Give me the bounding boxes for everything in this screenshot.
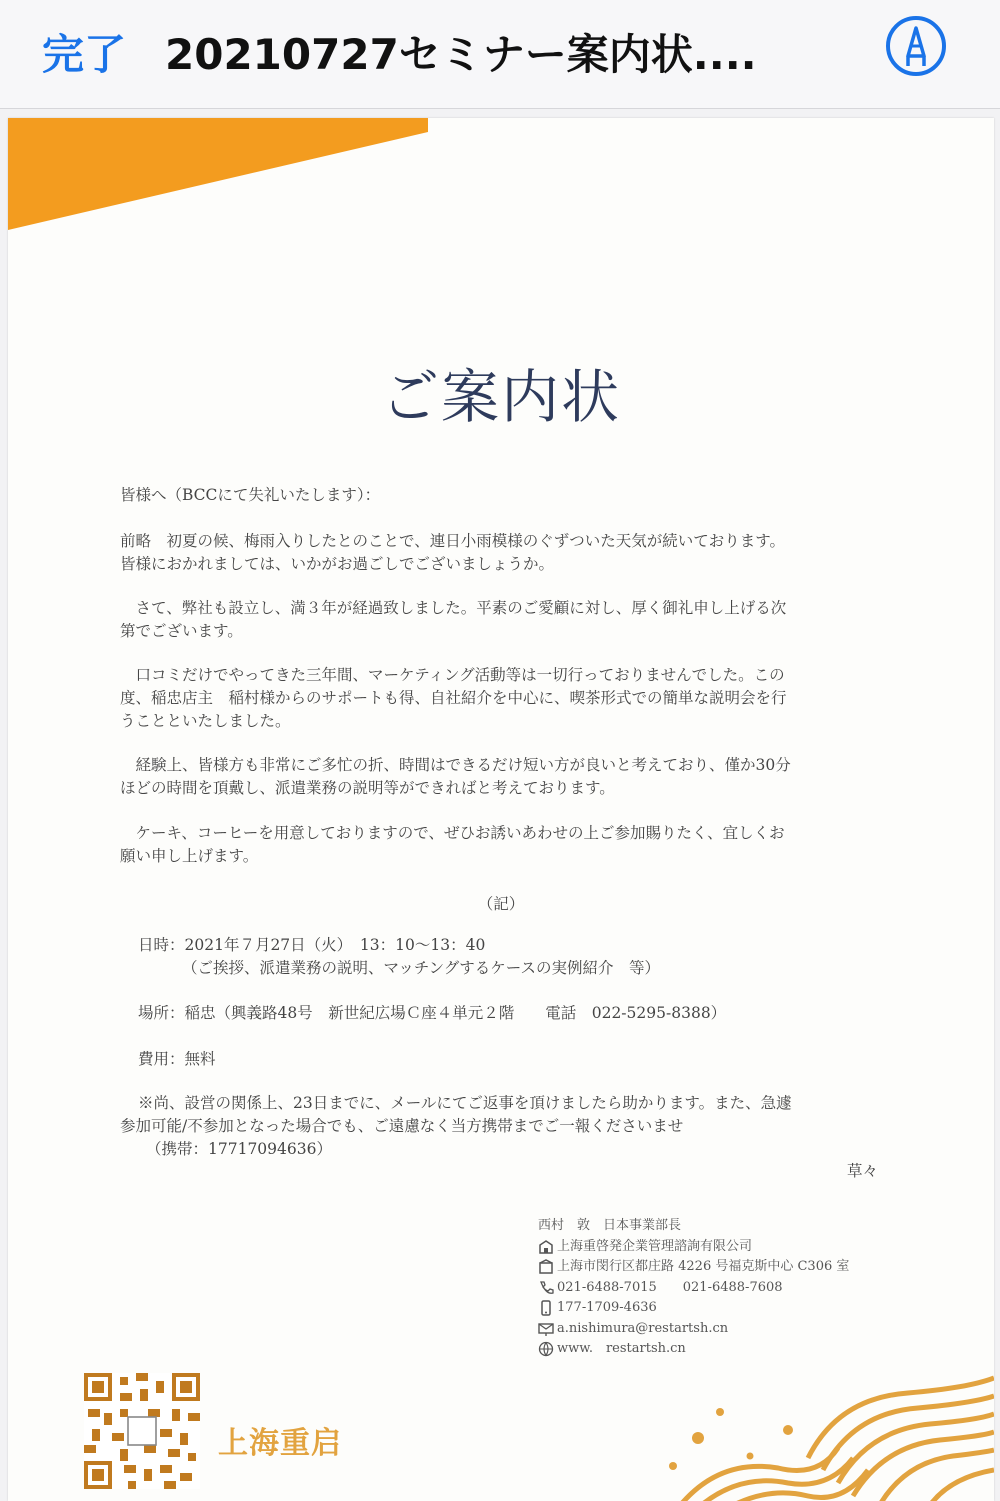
paragraph-line: 願い申し上げます。 [120, 847, 259, 865]
orange-corner-band [8, 118, 428, 230]
signature-email[interactable]: a.nishimura@restartsh.cn [557, 1320, 729, 1336]
brand-logo-text: 上海重启 [218, 1426, 342, 1461]
salutation: 皆様へ（BCCにて失礼いたします）： [120, 486, 381, 504]
paragraph-2 [120, 597, 880, 643]
date-block [138, 934, 898, 980]
place-line: 場所：稲忠（興義路48号 新世紀広場Ｃ座４単元２階 電話 022-5295-8388） [138, 1004, 727, 1022]
web-icon [538, 1341, 554, 1357]
note-line: 参加可能/不参加となった場合でも、ご遠慮なく当方携帯までご一報くださいませ [120, 1117, 684, 1135]
done-button[interactable]: 完了 [42, 30, 127, 79]
signature-phone: 021-6488-7015 021-6488-7608 [557, 1279, 783, 1295]
paragraph-line: 第でございます。 [120, 622, 243, 640]
signature-name [538, 1216, 898, 1237]
paragraph-line: 前略 初夏の候、梅雨入りしたとのことで、連日小雨模様のぐずついた天気が続いております。 [120, 532, 785, 550]
company-icon [538, 1239, 554, 1255]
paragraph-4 [120, 754, 880, 800]
fee-line: 費用：無料 [138, 1050, 216, 1068]
document-page[interactable] [8, 118, 994, 1501]
paragraph-line: 皆様におかれましては、いかがお過ごしでございましょうか。 [120, 555, 555, 573]
address-icon [538, 1259, 554, 1275]
signature-company: 上海重啓発企業管理諮詢有限公司 [557, 1238, 753, 1254]
paragraph-line: 経験上、皆様方も非常にご多忙の折、時間はできるだけ短い方が良いと考えており、僅か30分 [120, 756, 791, 774]
paragraph-1 [120, 530, 880, 576]
paragraph-line: 口コミだけでやってきた三年間、マーケティング活動等は一切行っておりませんでした。この [120, 666, 785, 684]
ki-heading: （記） [477, 895, 525, 913]
closing: 草々 [846, 1162, 878, 1180]
paragraph-3 [120, 664, 880, 733]
paragraph-5 [120, 822, 880, 868]
date-note: （ご挨拶、派遣業務の説明、マッチングするケースの実例紹介 等） [182, 959, 661, 977]
signature-address: 上海市閔行区都庄路 4226 号福克斯中心 C306 室 [557, 1259, 850, 1274]
wave-pattern-icon [638, 1338, 994, 1501]
paragraph-line: ケーキ、コーヒーを用意しておりますので、ぜひお誘いあわせの上ご参加賜りたく、宜しくお [120, 824, 785, 842]
signature-name-text: 西村 敦 日本事業部長 [538, 1218, 682, 1233]
email-icon [538, 1321, 554, 1337]
mobile-icon [538, 1300, 554, 1316]
markup-pen-icon[interactable] [886, 16, 946, 76]
paragraph-line: うことといたしました。 [120, 712, 291, 730]
letter-title: ご案内状 [380, 363, 621, 431]
document-title: 20210727セミナー案内状.... [165, 30, 757, 79]
date-line: 日時：2021年７月27日（火） 13：10～13：40 [138, 936, 486, 954]
signature-mobile: 177-1709-4636 [557, 1300, 657, 1315]
note-block [120, 1092, 890, 1161]
note-line: ※尚、設営の関係上、23日までに、メールにてご返事を頂けましたら助かります。また、急遽 [138, 1094, 792, 1112]
paragraph-line: 度、稲忠店主 稲村様からのサポートも得、自社紹介を中心に、喫茶形式での簡単な説明会を行 [120, 689, 787, 707]
paragraph-line: ほどの時間を頂戴し、派遣業務の説明等ができればと考えております。 [120, 779, 615, 797]
paragraph-line: さて、弊社も設立し、満３年が経過致しました。平素のご愛顧に対し、厚く御礼申し上げる次 [120, 599, 787, 617]
phone-icon [538, 1280, 554, 1296]
note-line: （携帯：17717094636） [146, 1140, 332, 1158]
signature-web[interactable]: www. restartsh.cn [557, 1341, 686, 1356]
top-bar [0, 0, 1000, 109]
qr-code-icon [84, 1373, 200, 1489]
